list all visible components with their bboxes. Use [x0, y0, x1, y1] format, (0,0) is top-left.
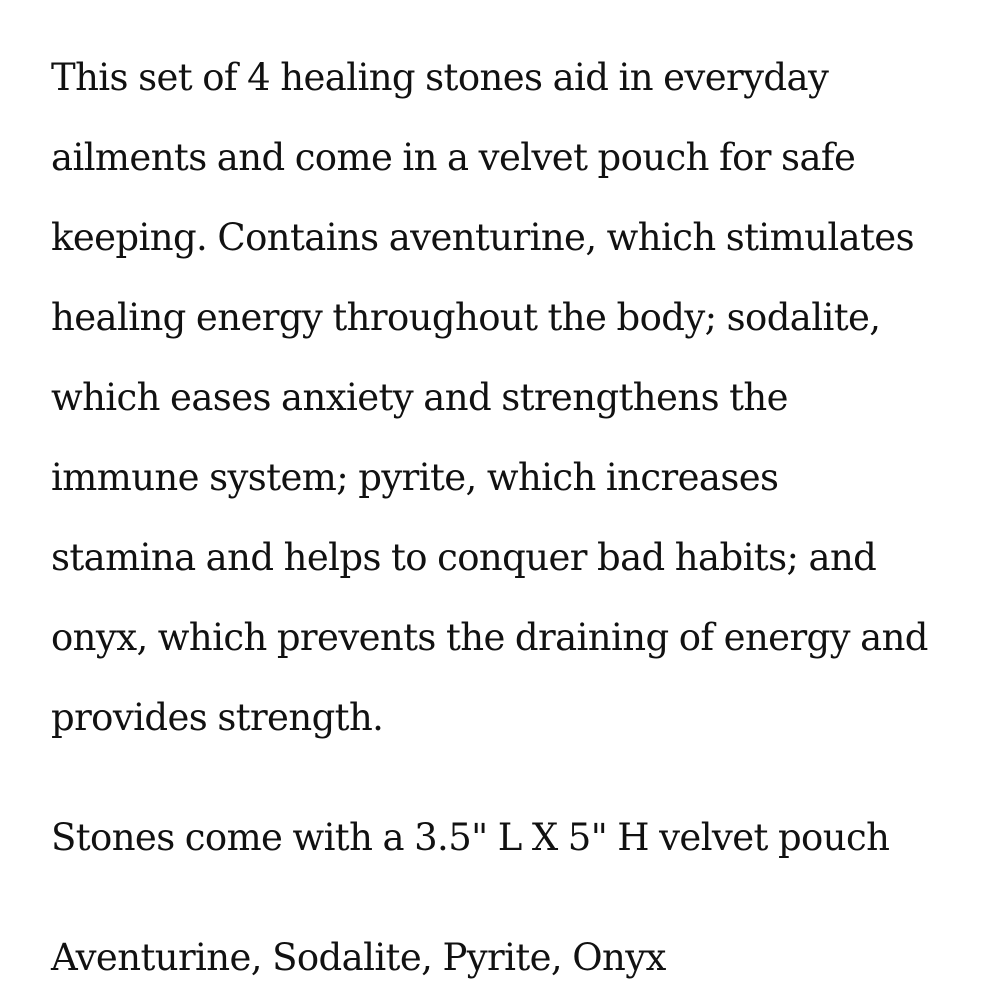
description-line: onyx, which prevents the draining of energy and — [51, 616, 928, 659]
stones-list: Aventurine, Sodalite, Pyrite, Onyx — [51, 936, 666, 979]
description-line: which eases anxiety and strengthens the — [51, 376, 788, 419]
description-line: ailments and come in a velvet pouch for safe — [51, 136, 856, 179]
description-line: provides strength. — [51, 696, 384, 739]
description-line: This set of 4 healing stones aid in everyday — [51, 56, 829, 99]
description-line: keeping. Contains aventurine, which stimulates — [51, 216, 914, 259]
description-line: stamina and helps to conquer bad habits; and — [51, 536, 877, 579]
description-line: healing energy throughout the body; sodalite, — [51, 296, 881, 339]
pouch-dimensions: Stones come with a 3.5" L X 5" H velvet pouch — [51, 816, 890, 859]
description-paragraph — [51, 38, 971, 758]
product-description-block — [51, 38, 971, 979]
description-line: immune system; pyrite, which increases — [51, 456, 779, 499]
